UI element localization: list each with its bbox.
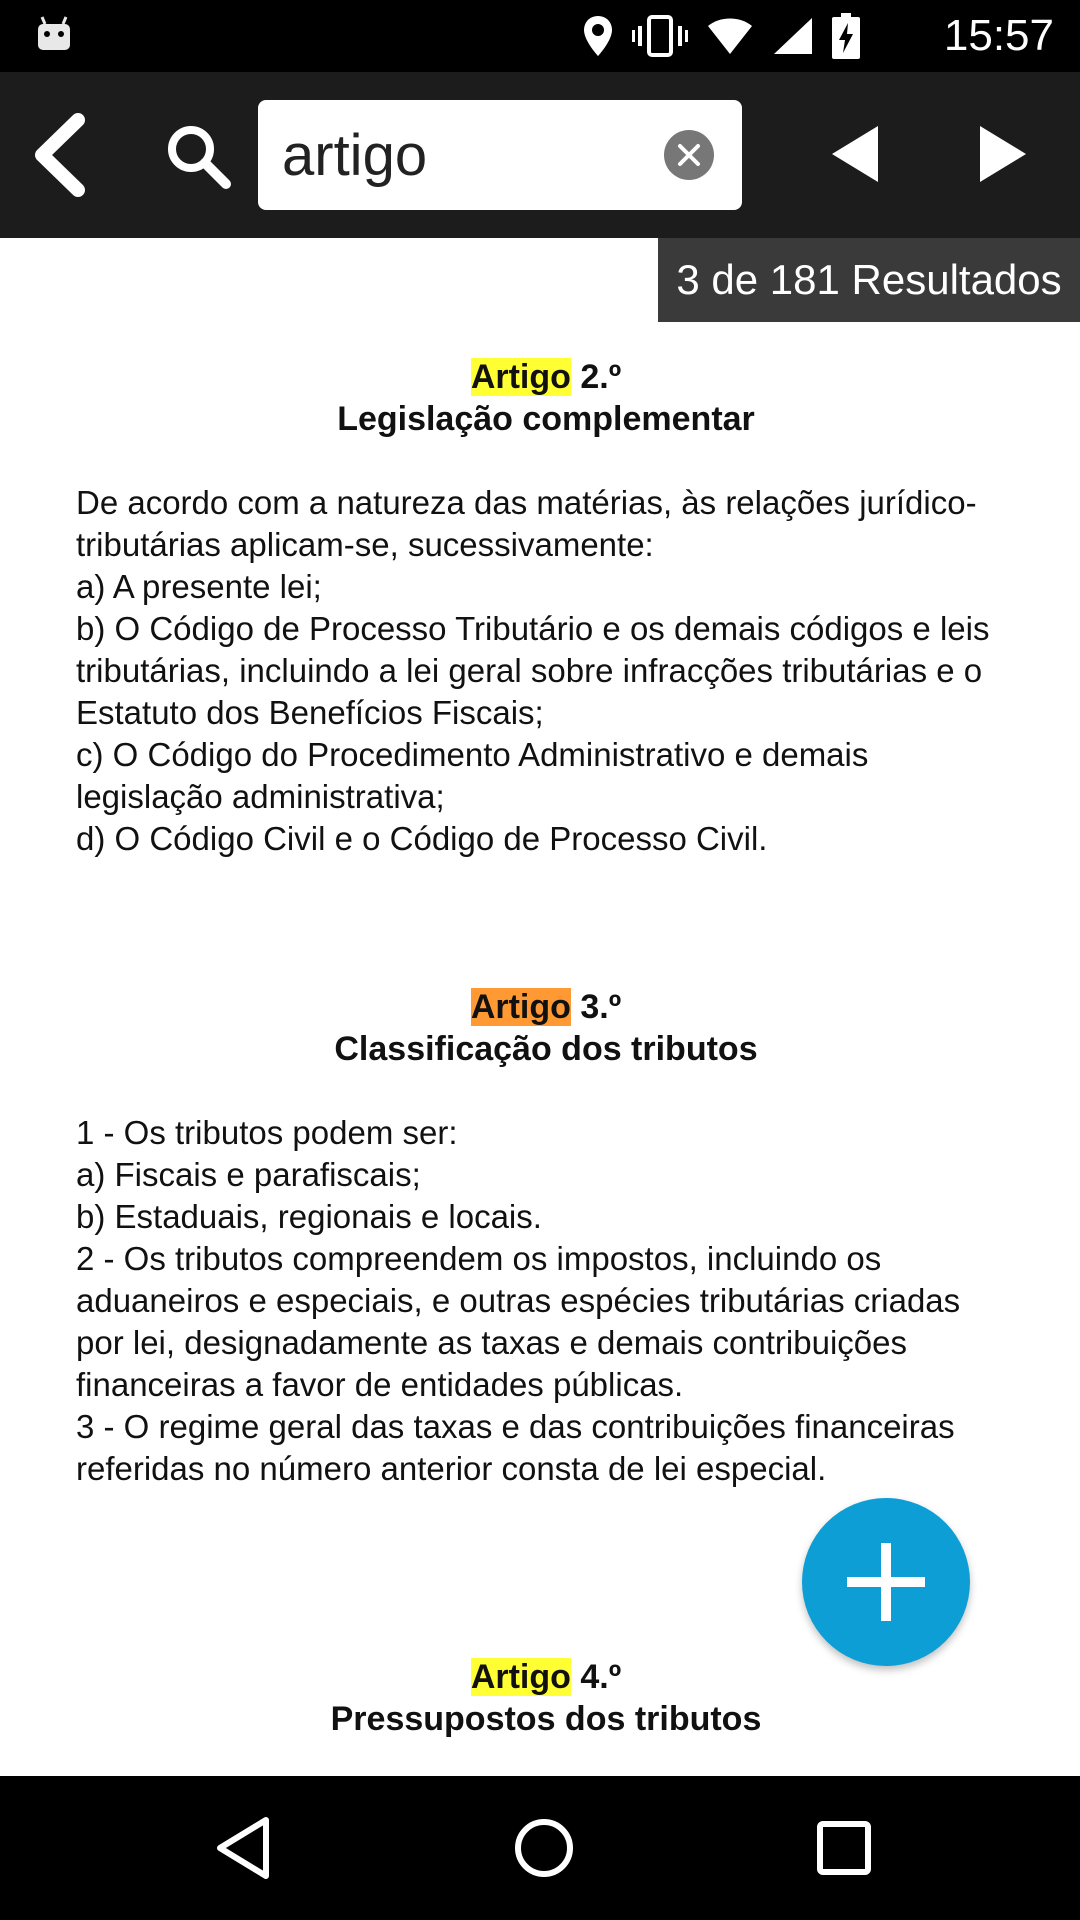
article-2 bbox=[76, 356, 1016, 860]
cell-signal-icon bbox=[772, 16, 814, 56]
wifi-icon bbox=[706, 16, 754, 56]
battery-charging-icon bbox=[832, 13, 860, 59]
nav-home-icon[interactable] bbox=[508, 1812, 580, 1884]
article-paragraph: De acordo com a natureza das matérias, às relações jurídico-tributárias aplicam-se, sucessivamente: bbox=[76, 484, 977, 563]
article-paragraph: 1 - Os tributos podem ser: bbox=[76, 1114, 458, 1151]
search-input[interactable] bbox=[282, 118, 652, 192]
search-highlight-current: Artigo bbox=[470, 988, 571, 1026]
clear-icon[interactable] bbox=[664, 130, 714, 180]
nav-back-icon[interactable] bbox=[208, 1812, 280, 1884]
location-icon bbox=[582, 14, 614, 58]
article-paragraph: a) Fiscais e parafiscais; bbox=[76, 1156, 421, 1193]
article-title bbox=[76, 986, 1016, 1028]
article-paragraph: 2 - Os tributos compreendem os impostos, incluindo os aduaneiros e especiais, e outras espécies tributárias criadas por lei, designadamente as taxas e demais contribuições financeiras a favor de entidades públicas. bbox=[76, 1240, 970, 1403]
article-paragraph: a) A presente lei; bbox=[76, 568, 322, 605]
status-clock: 15:57 bbox=[943, 11, 1054, 60]
article-heading: Pressupostos dos tributos bbox=[330, 1700, 762, 1738]
search-box bbox=[258, 100, 742, 210]
back-arrow-icon[interactable] bbox=[22, 112, 102, 198]
article-number: 3.º bbox=[570, 988, 622, 1026]
article-paragraph: b) O Código de Processo Tributário e os demais códigos e leis tributárias, incluindo a lei geral sobre infracções tributárias e o Estatuto dos Benefícios Fiscais; bbox=[76, 610, 999, 731]
article-title bbox=[76, 356, 1016, 398]
search-highlight: Artigo bbox=[470, 358, 571, 396]
article-body bbox=[76, 1112, 1016, 1490]
nav-recent-apps-icon[interactable] bbox=[808, 1812, 880, 1884]
search-highlight: Artigo bbox=[470, 1658, 571, 1696]
previous-result-icon[interactable] bbox=[828, 122, 882, 186]
article-heading: Legislação complementar bbox=[337, 400, 755, 438]
article-paragraph: 3 - O regime geral das taxas e das contribuições financeiras referidas no número anterior consta de lei especial. bbox=[76, 1408, 964, 1487]
article-paragraph: b) Estaduais, regionais e locais. bbox=[76, 1198, 542, 1235]
article-number: 2.º bbox=[570, 358, 622, 396]
article-3 bbox=[76, 986, 1016, 1490]
article-body bbox=[76, 482, 1016, 860]
next-result-icon[interactable] bbox=[976, 122, 1030, 186]
article-paragraph: c) O Código do Procedimento Administrativo e demais legislação administrativa; bbox=[76, 736, 878, 815]
plus-icon bbox=[841, 1537, 931, 1627]
navigation-bar bbox=[0, 1776, 1080, 1920]
article-heading: Classificação dos tributos bbox=[334, 1030, 758, 1068]
article-paragraph: d) O Código Civil e o Código de Processo Civil. bbox=[76, 820, 768, 857]
search-icon bbox=[164, 122, 234, 192]
article-number: 4.º bbox=[570, 1658, 622, 1696]
search-toolbar bbox=[0, 72, 1080, 238]
add-button[interactable] bbox=[802, 1498, 970, 1666]
status-bar bbox=[0, 0, 1080, 72]
results-count-badge: 3 de 181 Resultados bbox=[658, 238, 1080, 322]
vibrate-icon bbox=[632, 14, 688, 58]
article-4 bbox=[76, 1656, 1016, 1740]
android-icon bbox=[34, 16, 74, 52]
